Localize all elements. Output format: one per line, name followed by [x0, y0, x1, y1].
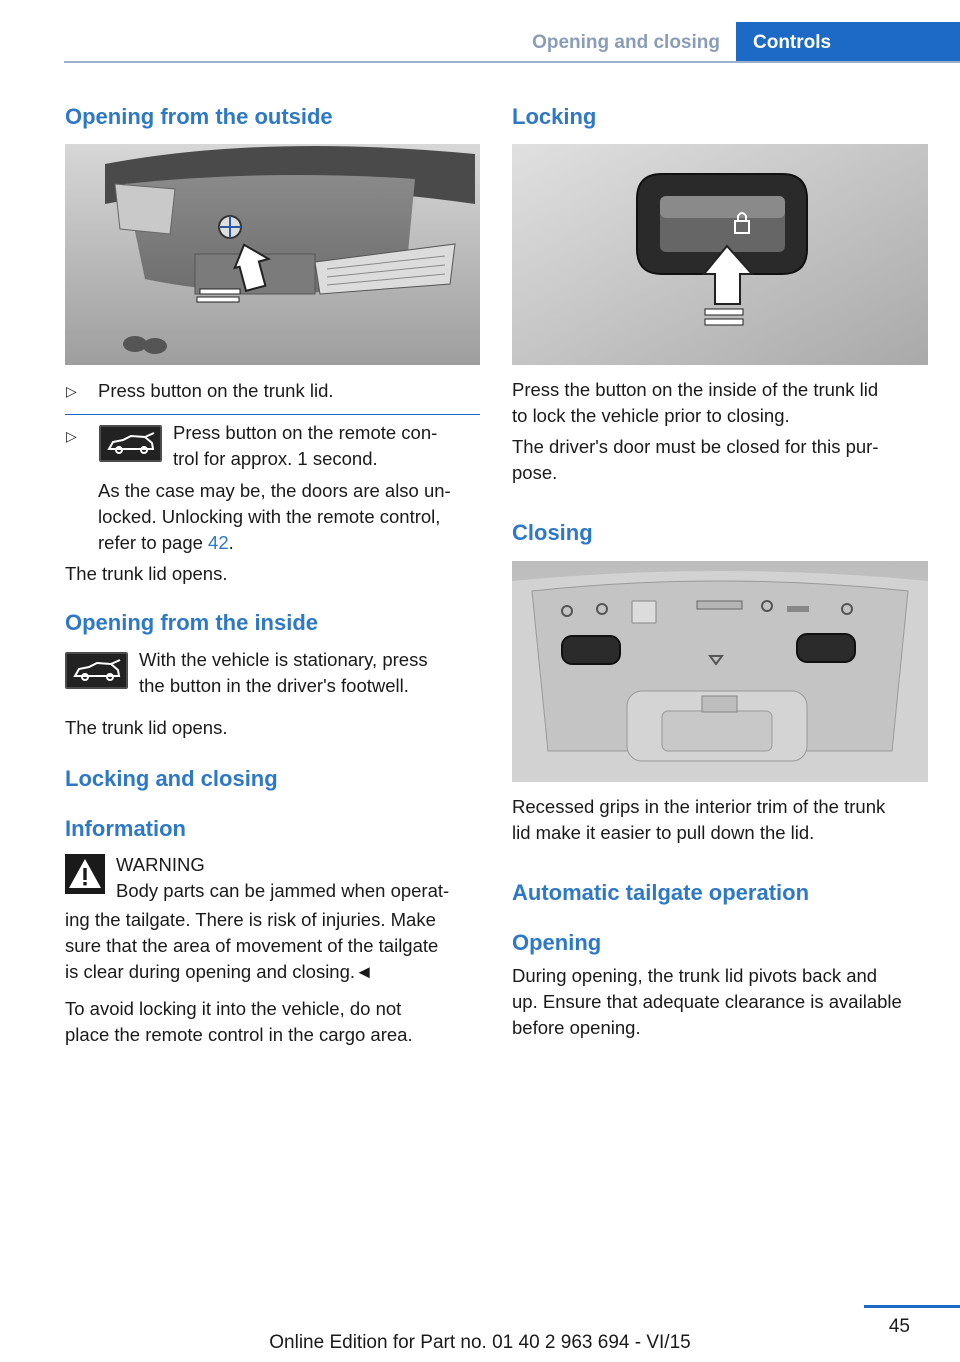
- footwell-button-icon: [65, 652, 128, 689]
- trunk-lock-button-illustration: [512, 144, 928, 365]
- inside-line1: With the vehicle is stationary, press: [139, 649, 428, 670]
- opening-line1: During opening, the trunk lid pivots back and: [512, 965, 878, 986]
- opening-line3: before opening.: [512, 1017, 641, 1038]
- bullet-2-extra-line2: locked. Unlocking with the remote control,: [98, 506, 441, 527]
- header-section-title: Opening and closing: [532, 32, 720, 53]
- warning-icon: [65, 854, 105, 894]
- header-divider: [64, 61, 960, 63]
- locking-line3: The driver's door must be closed for this pur-: [512, 436, 879, 457]
- remote-trunk-button-icon: [99, 425, 162, 462]
- warning-line4: is clear during opening and closing.◄: [65, 961, 374, 982]
- warning-line3: sure that the area of movement of the tailgate: [65, 935, 439, 956]
- bullet-1-text: Press button on the trunk lid.: [98, 380, 334, 401]
- bullet-marker: ▷: [66, 383, 77, 399]
- page-ref-prefix: refer to page: [98, 532, 209, 553]
- bullet-2-line1: Press button on the remote con-: [173, 422, 438, 443]
- heading-closing: Closing: [512, 520, 593, 545]
- heading-opening-inside: Opening from the inside: [65, 610, 319, 635]
- bullet-divider: [65, 414, 480, 415]
- page-link-42[interactable]: 42: [208, 532, 229, 553]
- header-chapter-tab: Controls: [736, 22, 960, 62]
- avoid-line2: place the remote control in the cargo area.: [65, 1024, 413, 1045]
- heading-automatic-tailgate: Automatic tailgate operation: [512, 880, 810, 905]
- bullet-2-line2: trol for approx. 1 second.: [173, 448, 378, 469]
- locking-line1: Press the button on the inside of the trunk lid: [512, 379, 879, 400]
- bullet-2-extra-line3: [98, 530, 480, 556]
- warning-line2: ing the tailgate. There is risk of injuries. Make: [65, 909, 436, 930]
- page-ref-suffix: .: [228, 532, 234, 553]
- trunk-interior-photo: [512, 561, 928, 782]
- heading-opening: Opening: [512, 930, 602, 955]
- trunk-opens-text: The trunk lid opens.: [65, 563, 228, 584]
- opening-line2: up. Ensure that adequate clearance is available: [512, 991, 902, 1012]
- trunk-lock-button-photo: [512, 144, 928, 365]
- heading-opening-outside: Opening from the outside: [65, 104, 333, 129]
- heading-locking: Locking: [512, 104, 597, 129]
- warning-triangle-icon: [65, 854, 105, 894]
- inside-line2: the button in the driver's footwell.: [139, 675, 409, 696]
- heading-locking-closing: Locking and closing: [65, 766, 278, 791]
- bullet-marker: ▷: [66, 428, 77, 444]
- closing-line1: Recessed grips in the interior trim of the trunk: [512, 796, 886, 817]
- trunk-opens-text-2: The trunk lid opens.: [65, 717, 228, 738]
- locking-line2: to lock the vehicle prior to closing.: [512, 405, 790, 426]
- warning-title: WARNING: [116, 854, 205, 875]
- car-rear-illustration: [65, 144, 480, 365]
- footer-edition: Online Edition for Part no. 01 40 2 963 694 - VI/15: [269, 1332, 691, 1353]
- trunk-interior-illustration: [512, 561, 928, 782]
- car-rear-photo: [65, 144, 480, 365]
- bullet-2-extra-line1: As the case may be, the doors are also un-: [98, 480, 451, 501]
- warning-line1: Body parts can be jammed when operat-: [116, 880, 450, 901]
- car-trunk-open-icon: [99, 425, 162, 462]
- page-number: 45: [888, 1316, 910, 1337]
- avoid-line1: To avoid locking it into the vehicle, do not: [65, 998, 402, 1019]
- car-trunk-open-icon: [65, 652, 128, 689]
- footer-accent-rule: [864, 1305, 960, 1308]
- locking-line4: pose.: [512, 462, 558, 483]
- closing-line2: lid make it easier to pull down the lid.: [512, 822, 815, 843]
- heading-information: Information: [65, 816, 186, 841]
